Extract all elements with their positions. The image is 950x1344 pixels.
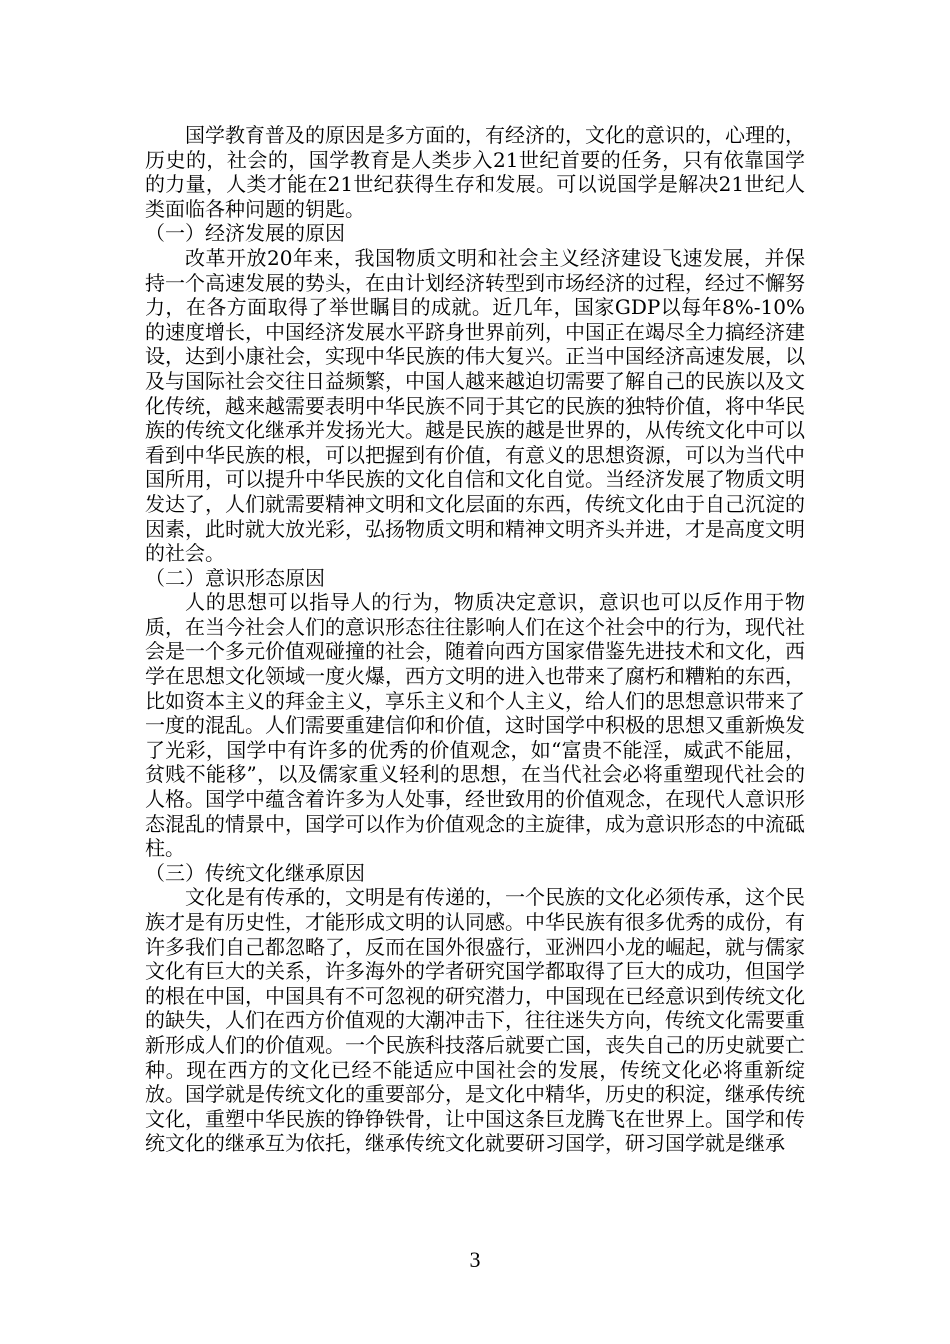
section-heading-ideology: （二）意识形态原因 bbox=[145, 565, 325, 590]
document-body bbox=[145, 123, 805, 1156]
paragraph-economy: 改革开放20年来，我国物质文明和社会主义经济建设飞速发展，并保持一个高速发展的势头，在由计划经济转型到市场经济的过程，经过不懈努力，在各方面取得了举世瞩目的成就。近几年，国家GDP以每年8%-10%的速度增长，中国经济发展水平跻身世界前列，中国正在竭尽全力搞经济建设，达到小康社会，实现中华民族的伟大复兴。正当中国经济高速发展，以及与国际社会交往日益频繁，中国人越来越迫切需要了解自己的民族以及文化传统，越来越需要表明中华民族不同于其它的民族的独特价值，将中华民族的传统文化继承并发扬光大。越是民族的越是世界的，从传统文化中可以看到中华民族的根，可以把握到有价值，有意义的思想资源，可以为当代中国所用，可以提升中华民族的文化自信和文化自觉。当经济发展了物质文明发达了，人们就需要精神文明和文化层面的东西，传统文化由于自己沉淀的因素，此时就大放光彩，弘扬物质文明和精神文明齐头并进，才是高度文明的社会。 bbox=[145, 245, 805, 566]
paragraph-ideology: 人的思想可以指导人的行为，物质决定意识，意识也可以反作用于物质，在当今社会人们的意识形态往往影响人们在这个社会中的行为，现代社会是一个多元价值观碰撞的社会，随着向西方国家借鉴先进技术和文化，西学在思想文化领域一度火爆，西方文明的进入也带来了腐朽和糟粕的东西，比如资本主义的拜金主义，享乐主义和个人主义，给人们的思想意识带来了一度的混乱。人们需要重建信仰和价值，这时国学中积极的思想又重新焕发了光彩，国学中有许多的优秀的价值观念，如“富贵不能淫，威武不能屈，贫贱不能移”，以及儒家重义轻利的思想，在当代社会必将重塑现代社会的人格。国学中蕴含着许多为人处事，经世致用的价值观念，在现代人意识形态混乱的情景中，国学可以作为价值观念的主旋律，成为意识形态的中流砥柱。 bbox=[145, 590, 805, 861]
paragraph-intro: 国学教育普及的原因是多方面的，有经济的，文化的意识的，心理的，历史的，社会的，国学教育是人类步入21世纪首要的任务，只有依靠国学的力量，人类才能在21世纪获得生存和发展。可以说国学是解决21世纪人类面临各种问题的钥匙。 bbox=[145, 123, 805, 221]
section-heading-tradition: （三）传统文化继承原因 bbox=[145, 860, 365, 885]
page-number: 3 bbox=[469, 1247, 481, 1272]
paragraph-tradition: 文化是有传承的，文明是有传递的，一个民族的文化必须传承，这个民族才是有历史性，才能形成文明的认同感。中华民族有很多优秀的成份，有许多我们自己都忽略了，反而在国外很盛行，亚洲四小龙的崛起，就与儒家文化有巨大的关系，许多海外的学者研究国学都取得了巨大的成功，但国学的根在中国，中国具有不可忽视的研究潜力，中国现在已经意识到传统文化的缺失，人们在西方价值观的大潮冲击下，往往迷失方向，传统文化需要重新形成人们的价值观。一个民族科技落后就要亡国，丧失自己的历史就要亡种。现在西方的文化已经不能适应中国社会的发展，传统文化必将重新绽放。国学就是传统文化的重要部分，是文化中精华，历史的积淀，继承传统文化，重塑中华民族的铮铮铁骨，让中国这条巨龙腾飞在世界上。国学和传统文化的继承互为依托，继承传统文化就要研习国学，研习国学就是继承 bbox=[145, 885, 805, 1156]
section-heading-economy: （一）经济发展的原因 bbox=[145, 221, 345, 246]
